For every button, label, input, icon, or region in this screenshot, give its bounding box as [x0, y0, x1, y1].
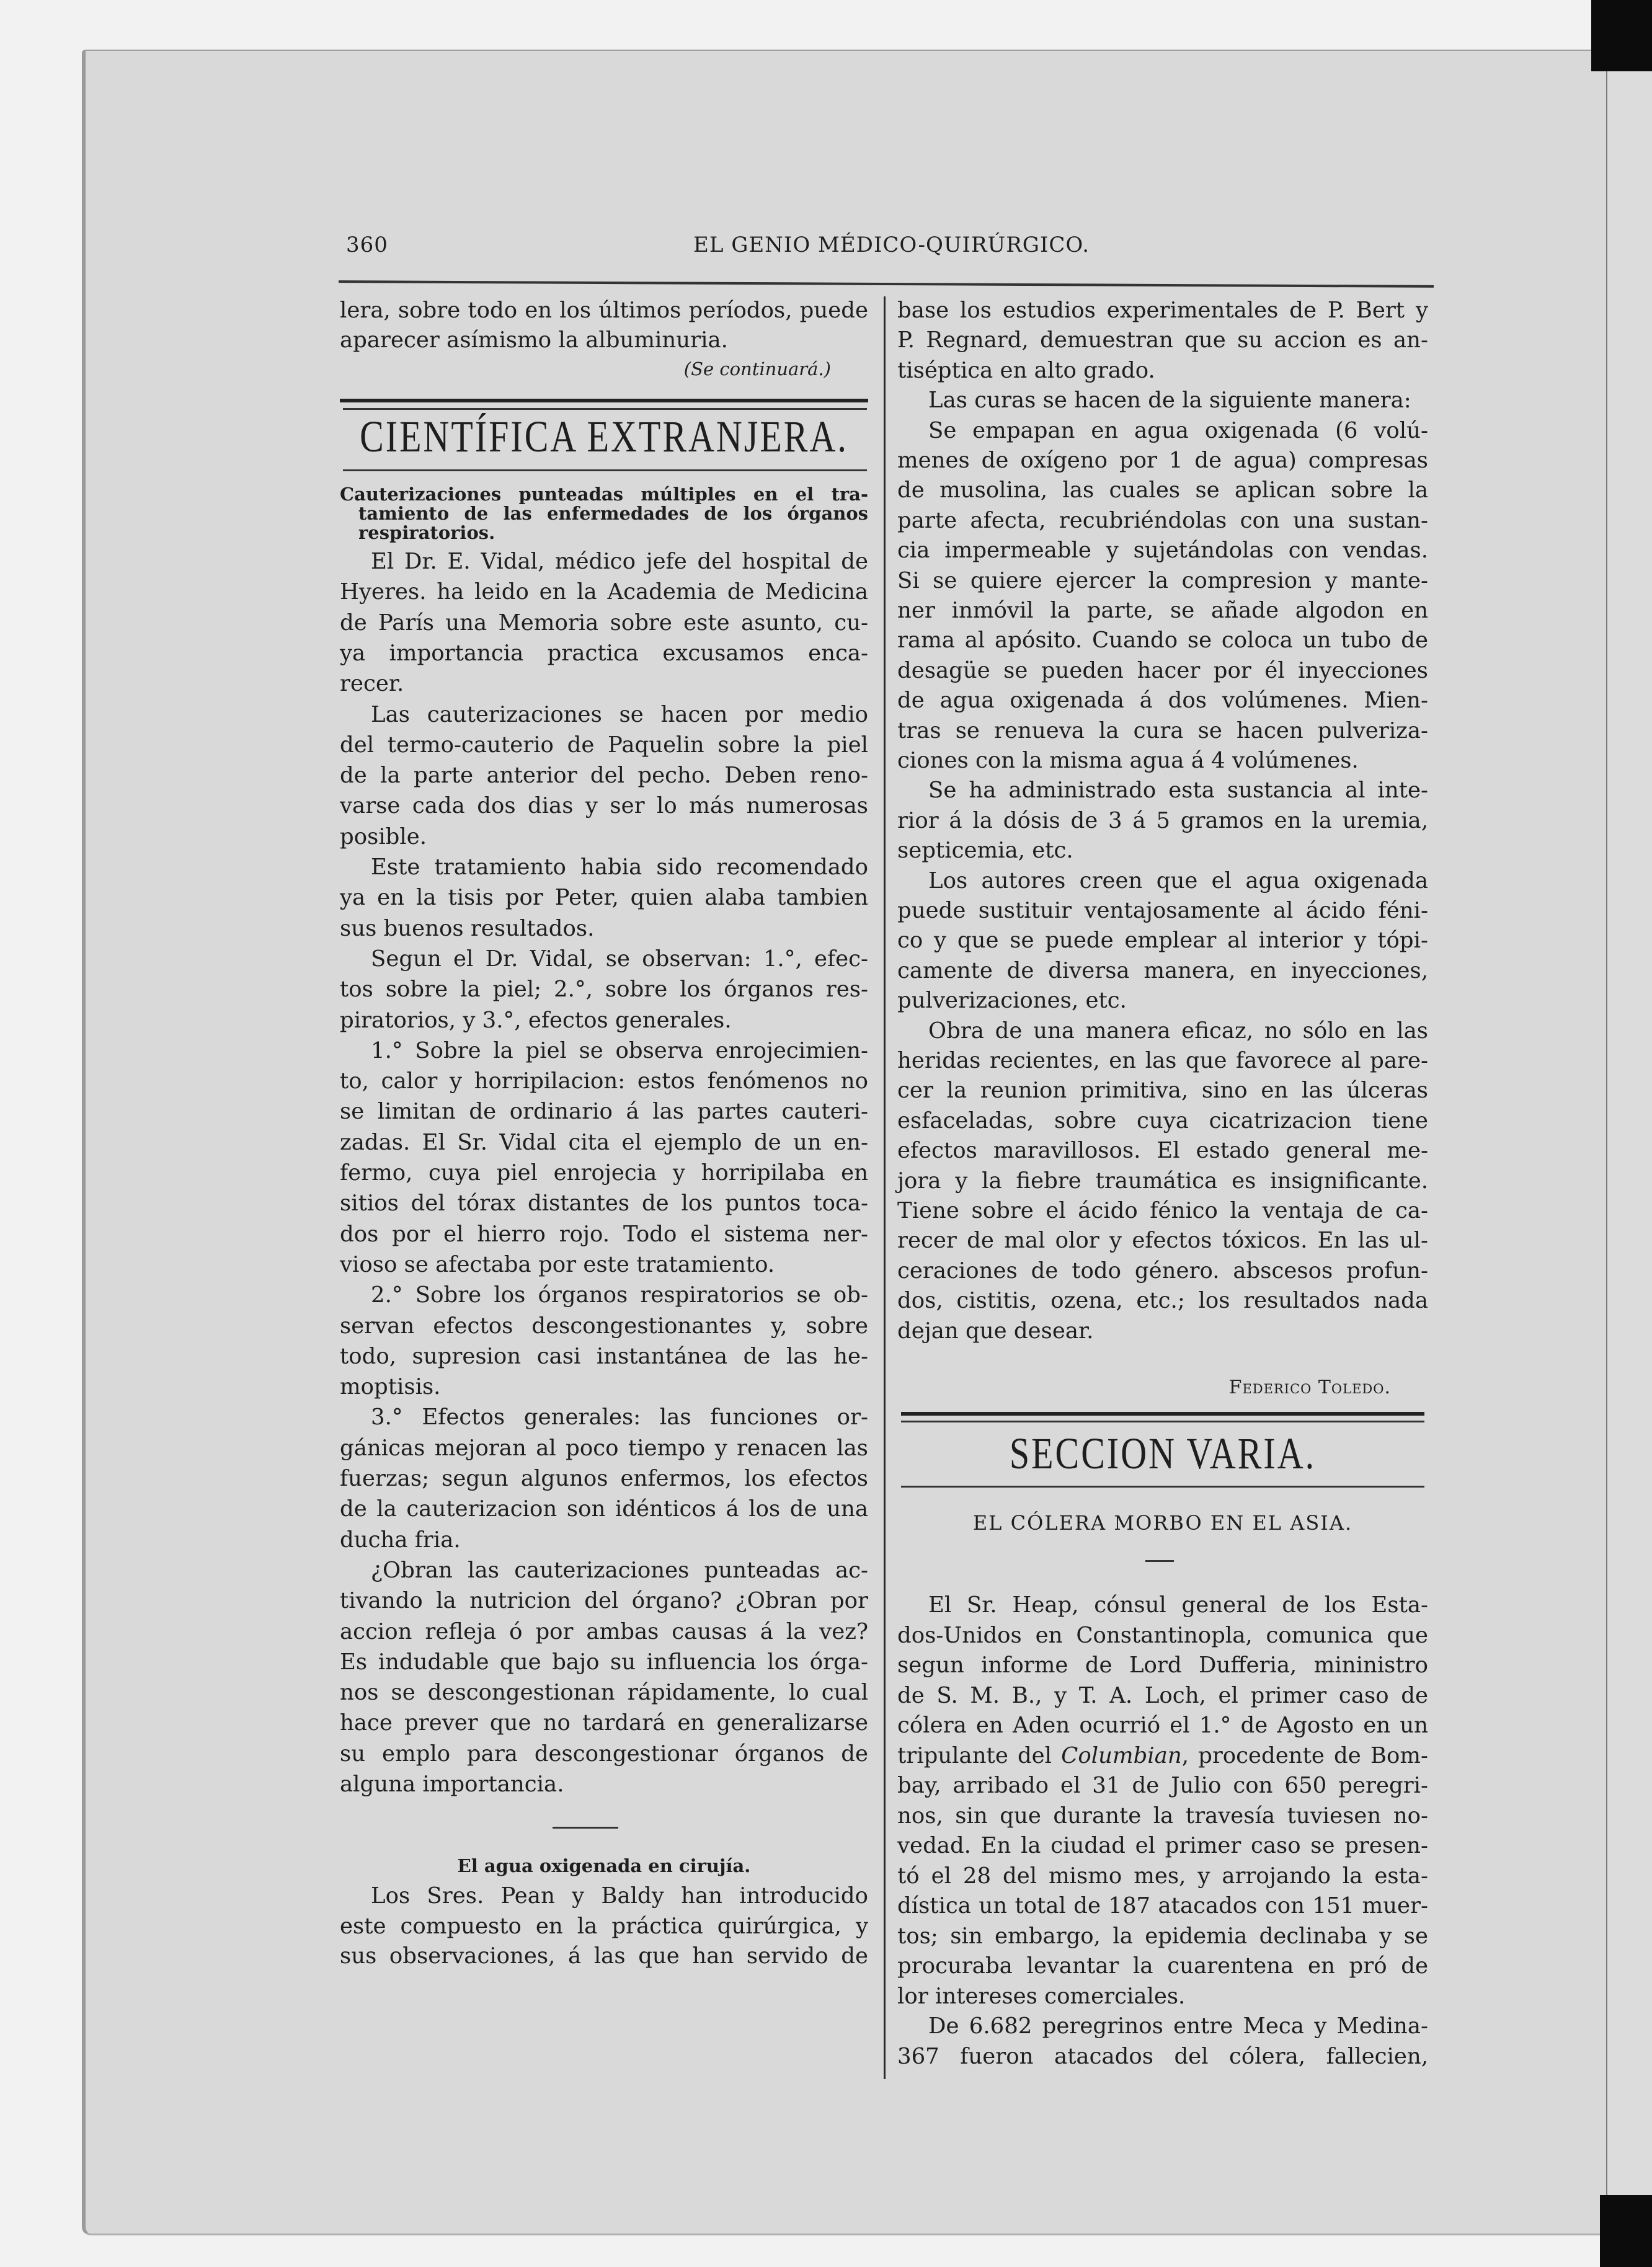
book-binding-shadow-bottom: [1600, 2195, 1652, 2267]
text-line: ceraciones de todo género. abscesos profun-: [897, 1258, 1428, 1284]
text-line: este compuesto en la práctica quirúrgica, y: [340, 1913, 868, 1939]
section-rule-thick: [901, 1412, 1424, 1416]
text-line: Este tratamiento habia sido recomendado: [371, 854, 868, 880]
text-line: De 6.682 peregrinos entre Meca y Medina-: [928, 2013, 1428, 2039]
text-line: P. Regnard, demuestran que su accion es an-: [897, 327, 1428, 353]
text-line: ¿Obran las cauterizaciones punteadas ac-: [371, 1557, 868, 1583]
text-line: procuraba levantar la cuarentena en pró de: [897, 1953, 1428, 1979]
article-title-line: respiratorios.: [358, 522, 495, 543]
text-line: varse cada dos dias y ser lo más numerosas: [340, 793, 868, 819]
text-line: Es indudable que bajo su influencia los órga-: [340, 1649, 868, 1675]
text-line: dos, cistitis, ozena, etc.; los resultados nada: [897, 1288, 1428, 1314]
text-line: recer.: [340, 671, 404, 697]
text-line: dos-Unidos en Constantinopla, comunica que: [897, 1622, 1428, 1648]
text-line: fuerzas; segun algunos enfermos, los efectos: [340, 1466, 868, 1491]
text-line: [897, 1743, 1428, 1768]
next-page-edge: [1606, 68, 1652, 2195]
section-rule-under: [343, 469, 867, 471]
text-line: nos, sin que durante la travesía tuviesen no-: [897, 1803, 1428, 1829]
section-title-cientifica: CIENTÍFICA EXTRANJERA.: [360, 410, 848, 462]
text-line: tras se renueva la cura se hacen pulveriza-: [897, 717, 1428, 743]
text-line: de agua oxigenada á dos volúmenes. Mien-: [897, 688, 1428, 714]
text-line: Se empapan en agua oxigenada (6 volú-: [928, 417, 1428, 443]
text-line: lera, sobre todo en los últimos períodos, puede: [340, 298, 868, 323]
text-line: gánicas mejoran al poco tiempo y renacen las: [340, 1435, 868, 1461]
text-fragment: tripulante del: [897, 1742, 1052, 1768]
text-line: moptisis.: [340, 1374, 441, 1400]
text-line: ciones con la misma agua á 4 volúmenes.: [897, 748, 1359, 773]
text-fragment: , procedente de Bom-: [1181, 1742, 1428, 1768]
section-rule-thin: [343, 408, 867, 410]
text-line: Segun el Dr. Vidal, se observan: 1.°, efec-: [371, 946, 868, 972]
text-line: posible.: [340, 823, 427, 850]
book-binding-shadow-top: [1591, 0, 1652, 71]
text-line: tos sobre la piel; 2.°, sobre los órganos res-: [340, 977, 868, 1003]
text-line: Las cauterizaciones se hacen por medio: [371, 701, 868, 727]
text-line: rama al apósito. Cuando se coloca un tubo de: [897, 628, 1428, 654]
text-line: vioso se afectaba por este tratamiento.: [340, 1251, 775, 1277]
text-line: base los estudios experimentales de P. Bert y: [897, 298, 1428, 323]
text-line: de musolina, las cuales se aplican sobre la: [897, 477, 1428, 504]
text-line: sus observaciones, á las que han servido de: [340, 1943, 868, 1969]
continuation-note: (Se continuará.): [683, 358, 831, 379]
text-line: pulverizaciones, etc.: [897, 988, 1127, 1014]
text-line: cólera en Aden ocurrió el 1.° de Agosto en un: [897, 1713, 1428, 1738]
text-line: esfaceladas, sobre cuya cicatrizacion tiene: [897, 1107, 1428, 1134]
article-title-agua-oxigenada: El agua oxigenada en cirujía.: [457, 1855, 751, 1876]
text-line: fermo, cuya piel enrojecia y horripilaba en: [340, 1160, 868, 1186]
text-line: rior á la dósis de 3 á 5 gramos en la uremia,: [897, 807, 1428, 833]
text-line: Se ha administrado esta sustancia al inte-: [928, 778, 1428, 804]
text-line: dística un total de 187 atacados con 151 muer-: [897, 1893, 1428, 1919]
ship-name: Columbian: [1061, 1742, 1182, 1768]
text-line: todo, supresion casi instantánea de las he-: [340, 1343, 868, 1369]
section-title-seccion-varia: SECCION VARIA.: [1009, 1427, 1317, 1479]
article-title-colera: EL CÓLERA MORBO EN EL ASIA.: [972, 1511, 1353, 1535]
text-line: Tiene sobre el ácido fénico la ventaja de ca-: [897, 1198, 1428, 1223]
text-line: tó el 28 del mismo mes, y arrojando la esta-: [897, 1863, 1428, 1889]
text-line: vedad. En la ciudad el primer caso se presen-: [897, 1833, 1428, 1858]
text-line: 1.° Sobre la piel se observa enrojecimien-: [371, 1037, 868, 1063]
article-separator: [553, 1827, 618, 1829]
text-line: co y que se puede emplear al interior y tópi-: [897, 928, 1428, 954]
text-line: Los Sres. Pean y Baldy han introducido: [371, 1883, 868, 1909]
text-line: de S. M. B., y T. A. Loch, el primer caso de: [897, 1682, 1428, 1708]
article-title-line: tamiento de las enfermedades de los órganos: [358, 503, 868, 524]
text-line: to, calor y horripilacion: estos fenómenos no: [340, 1068, 868, 1094]
text-line: de París una Memoria sobre este asunto, cu-: [340, 610, 868, 636]
text-line: septicemia, etc.: [897, 838, 1073, 864]
text-line: ner inmóvil la parte, se añade algodon en: [897, 598, 1428, 623]
text-line: Obra de una manera eficaz, no sólo en las: [928, 1018, 1428, 1044]
text-line: Las curas se hacen de la siguiente manera:: [928, 388, 1411, 414]
article-title-line: Cauterizaciones punteadas múltiples en el tra-: [340, 484, 868, 505]
text-line: hace prever que no tardará en generalizarse: [340, 1710, 868, 1736]
text-line: heridas recientes, en las que favorece al pare-: [897, 1048, 1428, 1073]
section-rule-under: [901, 1486, 1424, 1488]
text-line: menes de oxígeno por 1 de agua) compresas: [897, 448, 1428, 473]
text-line: ya en la tisis por Peter, quien alaba tambien: [340, 885, 868, 911]
section-rule-thick: [340, 399, 868, 402]
text-line: lor intereses comerciales.: [897, 1983, 1186, 2009]
text-line: camente de diversa manera, en inyecciones,: [897, 957, 1428, 983]
text-line: efectos maravillosos. El estado general me-: [897, 1138, 1428, 1164]
text-line: sus buenos resultados.: [340, 915, 595, 941]
text-line: dos por el hierro rojo. Todo el sistema ner-: [340, 1221, 868, 1247]
left-column: [340, 0, 868, 2267]
text-line: jora y la fiebre traumática es insignificante.: [897, 1168, 1428, 1194]
text-line: accion refleja ó por ambas causas á la vez?: [340, 1618, 868, 1644]
text-line: dejan que desear.: [897, 1318, 1094, 1344]
text-line: del termo-cauterio de Paquelin sobre la piel: [340, 732, 868, 758]
column-divider: [884, 296, 886, 2079]
text-line: segun informe de Lord Dufferia, mininistro: [897, 1653, 1428, 1678]
text-line: cia impermeable y sujetándolas con vendas.: [897, 538, 1428, 564]
text-line: alguna importancia.: [340, 1772, 564, 1797]
text-line: bay, arribado el 31 de Julio con 650 peregri-: [897, 1773, 1428, 1798]
text-line: 2.° Sobre los órganos respiratorios se ob-: [371, 1282, 868, 1308]
text-line: piratorios, y 3.°, efectos generales.: [340, 1007, 732, 1033]
text-line: ducha fria.: [340, 1527, 461, 1553]
text-line: nos se descongestionan rápidamente, lo cual: [340, 1680, 868, 1706]
author-signature: Federico Toledo.: [1228, 1377, 1391, 1398]
page-number: 360: [346, 233, 388, 257]
text-line: cer la reunion primitiva, sino en las úlceras: [897, 1078, 1428, 1104]
text-line: El Dr. E. Vidal, médico jefe del hospital de: [371, 549, 868, 574]
text-line: tiséptica en alto grado.: [897, 357, 1155, 383]
section-rule-thin: [901, 1421, 1424, 1422]
text-line: sitios del tórax distantes de los puntos toca-: [340, 1191, 868, 1217]
article-separator: [1145, 1560, 1174, 1562]
text-line: tivando la nutricion del órgano? ¿Obran por: [340, 1588, 868, 1614]
text-line: puede sustituir ventajosamente al ácido féni-: [897, 898, 1428, 923]
right-column: [897, 0, 1428, 2267]
text-line: de la parte anterior del pecho. Deben reno-: [340, 763, 868, 789]
text-line: desagüe se pueden hacer por él inyecciones: [897, 657, 1428, 683]
text-line: su emplo para descongestionar órganos de: [340, 1741, 868, 1767]
text-line: se limitan de ordinario á las partes cauteri-: [340, 1099, 868, 1125]
text-line: tos; sin embargo, la epidemia declinaba y se: [897, 1923, 1428, 1949]
text-line: aparecer asímismo la albuminuria.: [340, 327, 728, 353]
text-line: 367 fueron atacados del cólera, fallecien,: [897, 2043, 1428, 2069]
text-line: Hyeres. ha leido en la Academia de Medicina: [340, 579, 868, 605]
text-line: de la cauterizacion son idénticos á los de una: [340, 1496, 868, 1522]
text-line: Si se quiere ejercer la compresion y mante-: [897, 567, 1428, 593]
text-line: recer de mal olor y efectos tóxicos. En las ul-: [897, 1228, 1428, 1254]
text-line: El Sr. Heap, cónsul general de los Esta-: [928, 1592, 1428, 1618]
text-line: Los autores creen que el agua oxigenada: [928, 867, 1428, 894]
text-line: 3.° Efectos generales: las funciones or-: [371, 1404, 868, 1431]
text-line: zadas. El Sr. Vidal cita el ejemplo de un en-: [340, 1129, 868, 1155]
text-line: ya importancia practica excusamos enca-: [340, 640, 868, 666]
journal-title: EL GENIO MÉDICO-QUIRÚRGICO.: [693, 233, 1090, 257]
text-line: servan efectos descongestionantes y, sobre: [340, 1313, 868, 1339]
text-line: parte afecta, recubriéndolas con una sustan-: [897, 507, 1428, 533]
